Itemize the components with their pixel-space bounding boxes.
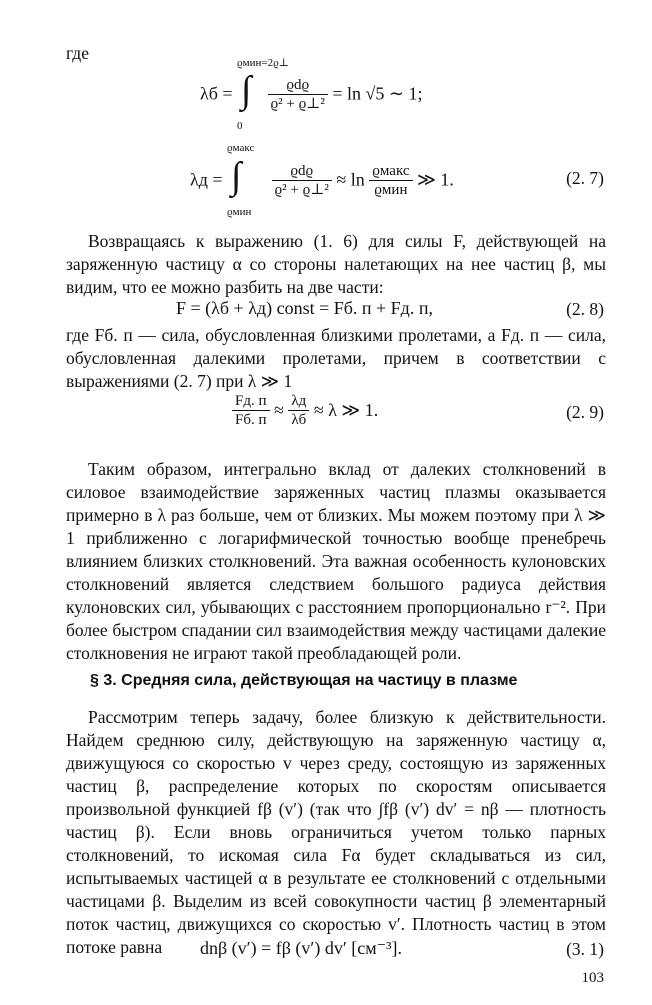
section-heading: § 3. Средняя сила, действующая на частицу в плазме bbox=[90, 672, 518, 689]
integral-b-lower-limit: 0 bbox=[237, 120, 243, 132]
force-ratio-fraction bbox=[232, 392, 270, 429]
fraction-b bbox=[268, 76, 328, 113]
page-number: 103 bbox=[581, 970, 604, 986]
equation-lambda-d-approx: ≈ ln bbox=[336, 169, 365, 190]
fraction-d bbox=[272, 162, 332, 199]
integral-sign-b: ϱмин=2ϱ⊥ ∫ 0 bbox=[237, 57, 290, 132]
paragraph-3: Таким образом, интегрально вклад от далеких столкновений в силовое взаимодействие заряженных частиц плазмы оказывается примерно в λ раз больше, чем от близких. Мы можем поэтому при λ ≫ 1 приближенно с логарифмической точностью вообще пренебречь влиянием близких столкновений. Эта важная особенность кулоновских столкновений является следствием большого радиуса действия кулоновских сил, убывающих с расстоянием пропорционально r⁻². При более быстром спадании сил взаимодействия между частицами далекие столкновения не играют такой преобладающей роли. bbox=[66, 459, 606, 663]
integral-b-upper-limit: ϱмин=2ϱ⊥ bbox=[237, 57, 290, 69]
equation-number-3-1: (3. 1) bbox=[566, 939, 604, 959]
log-fraction-denominator: ϱмин bbox=[374, 181, 408, 198]
equation-3-1: dnβ (v′) = fβ (v′) dv′ [см⁻³]. bbox=[200, 938, 403, 958]
force-ratio-denominator: Fб. п bbox=[235, 412, 267, 428]
equation-lambda-d bbox=[190, 142, 454, 218]
equation-lambda-b-rhs: = ln √5 ∼ 1; bbox=[332, 83, 423, 104]
equation-2-9-approx: ≈ bbox=[274, 400, 284, 420]
equation-2-8: F = (λб + λд) const = Fб. п + Fд. п, bbox=[176, 298, 433, 318]
force-ratio-numerator: Fд. п bbox=[232, 392, 270, 411]
integral-d-lower-limit: ϱмин bbox=[227, 206, 252, 218]
integral-sign-d: ϱмакс ∫ ϱмин bbox=[227, 142, 255, 218]
equation-number-2-7: (2. 7) bbox=[566, 168, 604, 188]
equation-number-2-8: (2. 8) bbox=[566, 299, 604, 319]
equation-2-9 bbox=[232, 392, 378, 429]
paragraph-4: Рассмотрим теперь задачу, более близкую к действительности. Найдем среднюю силу, действующую на заряженную частицу α, движущуюся со скоростью v через среду, состоящую из заряженных частиц β, распределение которых по скоростям описывается произвольной функцией fβ (v′) (так что ∫fβ (v′) dv′ = nβ — плотность частиц β). Если вновь ограничиться учетом только парных столкновений, то искомая сила Fα будет складываться из сил, испытываемых частицей α в результате ее столкновений с отдельными частицами β. Выделим из всей совокупности частиц β элементарный поток частиц, движущихся со скоростью v′. Плотность частиц в этом потоке равна bbox=[66, 707, 606, 957]
lambda-ratio-denominator: λб bbox=[291, 412, 307, 428]
equation-number-2-9: (2. 9) bbox=[566, 402, 604, 422]
paragraph-2: где Fб. п — сила, обусловленная близкими пролетами, а Fд. п — сила, обусловленная далекими пролетами, причем в соответствии с выражениями (2. 7) при λ ≫ 1 bbox=[66, 325, 606, 391]
log-fraction-numerator: ϱмакс bbox=[369, 162, 412, 181]
equation-2-9-rhs: ≈ λ ≫ 1. bbox=[313, 400, 379, 420]
equation-lambda-d-lhs: λд = bbox=[190, 169, 223, 190]
equation-lambda-b-lhs: λб = bbox=[200, 83, 233, 104]
intro-word: где bbox=[66, 43, 89, 63]
fraction-b-denominator: ϱ² + ϱ⊥² bbox=[270, 95, 325, 112]
fraction-d-numerator: ϱdϱ bbox=[272, 162, 332, 181]
paragraph-1: Возвращаясь к выражению (1. 6) для силы F, действующей на заряженную частицу α со стороны налетающих на нее частиц β, мы видим, что ее можно разбить на две части: bbox=[66, 231, 606, 297]
lambda-ratio-fraction bbox=[288, 392, 309, 429]
equation-lambda-b bbox=[200, 57, 423, 132]
fraction-b-numerator: ϱdϱ bbox=[268, 76, 328, 95]
integral-d-upper-limit: ϱмакс bbox=[227, 142, 255, 154]
lambda-ratio-numerator: λд bbox=[288, 392, 309, 411]
log-fraction-d bbox=[369, 162, 412, 199]
equation-lambda-d-rhs: ≫ 1. bbox=[417, 169, 454, 190]
fraction-d-denominator: ϱ² + ϱ⊥² bbox=[274, 181, 329, 198]
